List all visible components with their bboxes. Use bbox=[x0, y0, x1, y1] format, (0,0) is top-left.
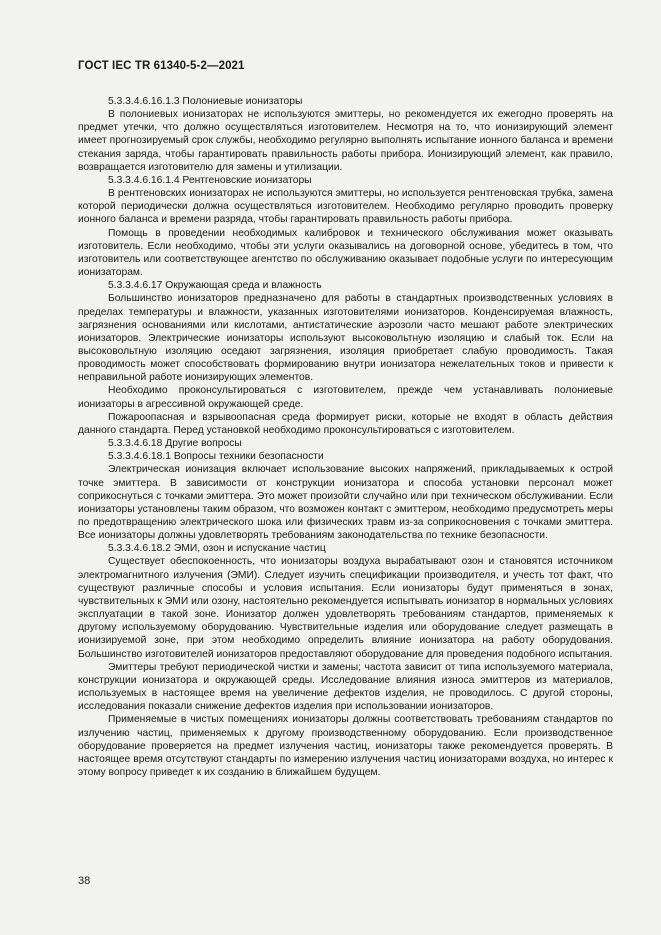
section-heading: 5.3.3.4.6.16.1.3 Полониевые ионизаторы bbox=[108, 96, 303, 107]
paragraph: Применяемые в чистых помещениях ионизаторы должны соответствовать требованиям стандартов по излучению частиц, применяемых к другому производственному оборудованию. Если производственное оборудование проверяется на предмет излучения частиц, ионизаторы также рекомендуется проверять. В настоящее время отсутствуют стандарты по измерению излучения частиц ионизаторами воздуха, но интерес к этому вопросу приведет к их созданию в ближайшем будущем. bbox=[78, 714, 613, 778]
section-heading: 5.3.3.4.6.18.2 ЭМИ, озон и испускание частиц bbox=[108, 543, 326, 555]
paragraph: Пожароопасная и взрывоопасная среда формирует риски, которые не входят в область действия данного стандарта. Перед установкой необходимо проконсультироваться с изготовителем. bbox=[78, 411, 613, 436]
paragraph: Электрическая ионизация включает использование высоких напряжений, прикладываемых к острой точке эмиттера. В зависимости от конструкции ионизатора и способа установки персонал может соприкоснуться с точками эмиттера. Это может произойти случайно или при техническом обслуживании. Если ионизаторы установлены таким образом, что возможен контакт с эмиттером, необходимо предусмотреть меры по предотвращению электрического шока или физических травм из-за соприкосновения с точками эмиттера. Все ионизаторы должны удовлетворять требованиям законодательства по технике безопасности. bbox=[78, 464, 613, 542]
document-body bbox=[78, 95, 613, 779]
section-heading: 5.3.3.4.6.18 Другие вопросы bbox=[108, 438, 242, 450]
page-header: ГОСТ IEC TR 61340-5-2—2021 bbox=[78, 60, 245, 72]
section-heading: 5.3.3.4.6.18.1 Вопросы техники безопасности bbox=[108, 451, 324, 463]
paragraph: Помощь в проведении необходимых калибровок и технического обслуживания может оказывать изготовитель. Если необходимо, чтобы эти услуги оказывались на договорной основе, убедитесь в том, что изготовитель или соответствующее агентство по обслуживанию оказывает подобные услуги по интересующим ионизаторам. bbox=[78, 227, 613, 279]
paragraph: Необходимо проконсультироваться с изготовителем, прежде чем устанавливать полониевые ионизаторы в агрессивной окружающей среде. bbox=[78, 385, 613, 410]
section-heading: 5.3.3.4.6.17 Окружающая среда и влажность bbox=[108, 280, 322, 292]
paragraph: Существует обеспокоенность, что ионизаторы воздуха вырабатывают озон и становятся источником электромагнитного излучения (ЭМИ). Следует изучить спецификации производителя, и учесть тот факт, что существуют различные способы и условия испытания. Если ионизаторы будут применяться в зонах, чувствительных к ЭМИ или озону, настоятельно рекомендуется испытывать ионизатор в нормальных условиях эксплуатации в такой зоне. Ионизатор должен удовлетворять требованиям стандартов, применяемых к другому используемому оборудованию. Чувствительные изделия или оборудование следует размещать в ионизируемой зоне, при этом необходимо определить влияние ионизатора на работу оборудования. Большинство изготовителей ионизаторов предоставляют оборудование для проведения подобного испытания. bbox=[78, 556, 613, 660]
paragraph: Большинство ионизаторов предназначено для работы в стандартных производственных условиях в пределах температуры и влажности, указанных изготовителями ионизаторов. Конденсируемая влажность, загрязнения основаниями или кислотами, антистатические аэрозоли часто мешают работе электрических ионизаторов. Электрические ионизаторы используют высоковольтную изоляцию и слабый ток. Если на высоковольтную изоляцию оседают загрязнения, изоляция приобретает слабую проводимость. Такая проводимость может способствовать формированию внутри ионизатора нежелательных токов и привести к неправильной работе ионизирующих элементов. bbox=[78, 293, 613, 384]
page-number: 38 bbox=[78, 875, 91, 887]
paragraph: В рентгеновских ионизаторах не используются эмиттеры, но используется рентгеновская трубка, замена которой периодически должна осуществляться изготовителем. Необходимо регулярно проводить проверку ионного баланса и времени разряда, чтобы гарантировать правильность работы прибора. bbox=[78, 188, 613, 226]
paragraph: В полониевых ионизаторах не используются эмиттеры, но рекомендуется их ежегодно проверять на предмет утечки, что должно осуществляться изготовителем. Несмотря на то, что ионизирующий элемент имеет прогнозируемый срок службы, необходимо регулярно выполнять испытание ионного баланса и времени стекания заряда, чтобы гарантировать правильность работы прибора. Ионизирующий элемент, как правило, возвращается изготовителю для замены и утилизации. bbox=[78, 109, 613, 173]
paragraph: Эмиттеры требуют периодической чистки и замены; частота зависит от типа используемого материала, конструкции ионизатора и окружающей среды. Исследование влияния износа эмиттеров из материалов, используемых в настоящее время на увеличение дефектов изделия, не проводилось. С другой стороны, исследования показали снижение дефектов изделия при использовании ионизаторов. bbox=[78, 661, 613, 713]
section-heading: 5.3.3.4.6.16.1.4 Рентгеновские ионизаторы bbox=[108, 174, 312, 186]
